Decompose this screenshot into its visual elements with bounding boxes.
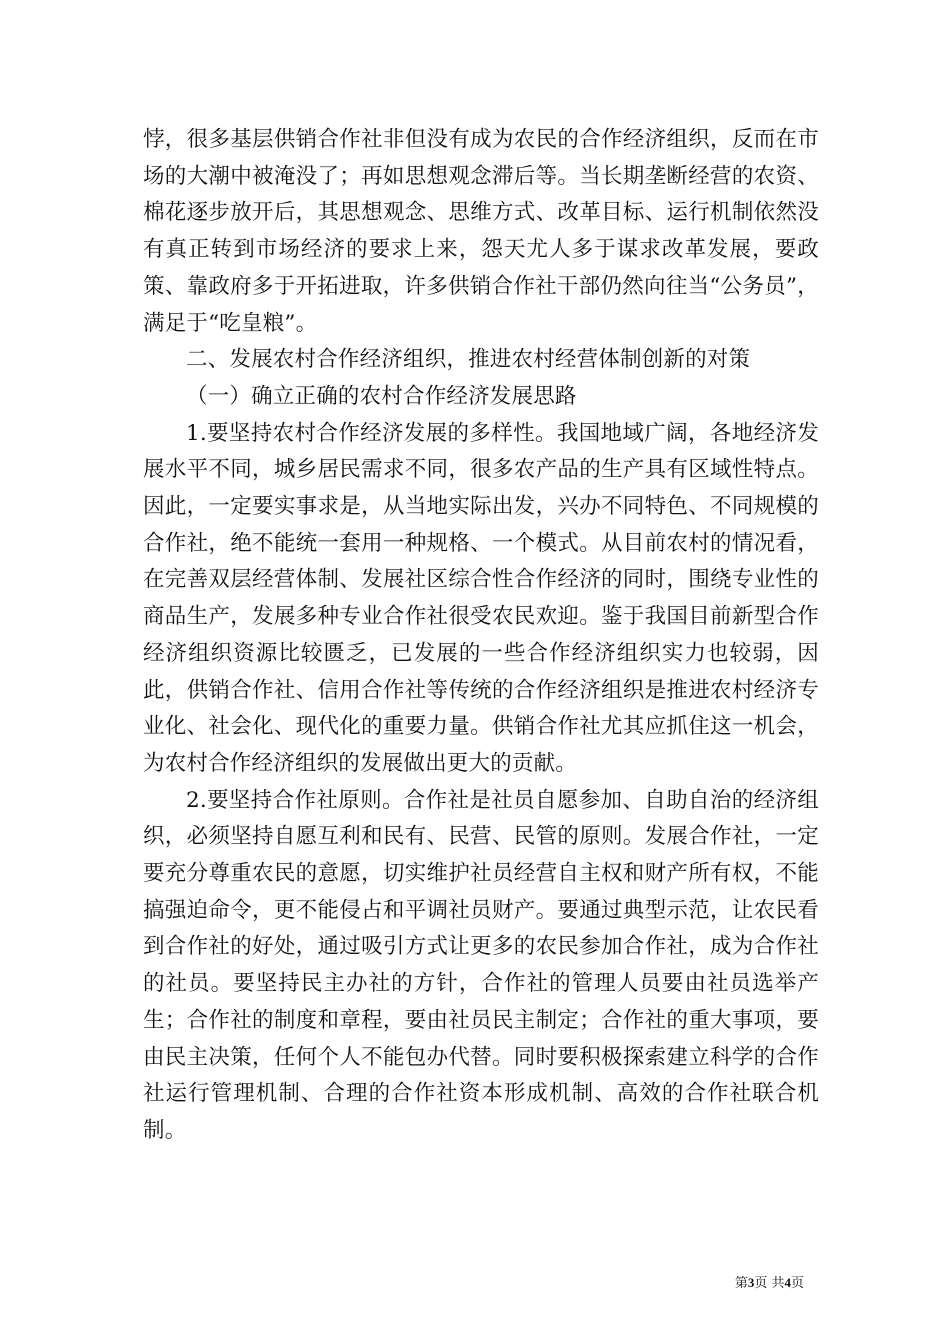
document-body [143, 122, 819, 1150]
item-1-paragraph: 1.要坚持农村合作经济发展的多样性。我国地域广阔，各地经济发展水平不同，城乡居民需求不同，很多农产品的生产具有区域性特点。因此，一定要实事求是，从当地实际出发，兴办不同特色、不同规模的合作社，绝不能统一套用一种规格、一个模式。从目前农村的情况看，在完善双层经营体制、发展社区综合性合作经济的同时，围绕专业性的商品生产，发展多种专业合作社很受农民欢迎。鉴于我国目前新型合作经济组织资源比较匮乏，已发展的一些合作经济组织实力也较弱，因此，供销合作社、信用合作社等传统的合作经济组织是推进农村经济专业化、社会化、现代化的重要力量。供销合作社尤其应抓住这一机会，为农村合作经济组织的发展做出更大的贡献。 [143, 420, 819, 776]
section-heading: 二、发展农村合作经济组织，推进农村经营体制创新的对策 [186, 347, 751, 373]
page-number [735, 1272, 804, 1291]
current-page-number: 3 [747, 1275, 755, 1290]
total-pages-number: 4 [784, 1275, 791, 1290]
continuation-paragraph: 悖，很多基层供销合作社非但没有成为农民的合作经济组织，反而在市场的大潮中被淹没了；再如思想观念滞后等。当长期垄断经营的农资、棉花逐步放开后，其思想观念、思维方式、改革目标、运行机制依然没有真正转到市场经济的要求上来，怨天尤人多于谋求改革发展，要政策、靠政府多于开拓进取，许多供销合作社干部仍然向往当“公务员”，满足于“吃皇粮”。 [143, 127, 819, 336]
subsection-heading: （一）确立正确的农村合作经济发展思路 [186, 383, 577, 409]
footer-prefix: 第 [734, 1276, 748, 1291]
footer-middle: 页 共 [754, 1276, 785, 1291]
item-2-paragraph: 2.要坚持合作社原则。合作社是社员自愿参加、自助自治的经济组织，必须坚持自愿互利和民有、民营、民管的原则。发展合作社，一定要充分尊重农民的意愿，切实维护社员经营自主权和财产所有权，不能搞强迫命令，更不能侵占和平调社员财产。要通过典型示范，让农民看到合作社的好处，通过吸引方式让更多的农民参加合作社，成为合作社的社员。要坚持民主办社的方针，合作社的管理人员要由社员选举产生；合作社的制度和章程，要由社员民主制定；合作社的重大事项，要由民主决策，任何个人不能包办代替。同时要积极探索建立科学的合作社运行管理机制、合理的合作社资本形成机制、高效的合作社联合机制。 [143, 787, 819, 1143]
footer-suffix: 页 [790, 1276, 804, 1291]
